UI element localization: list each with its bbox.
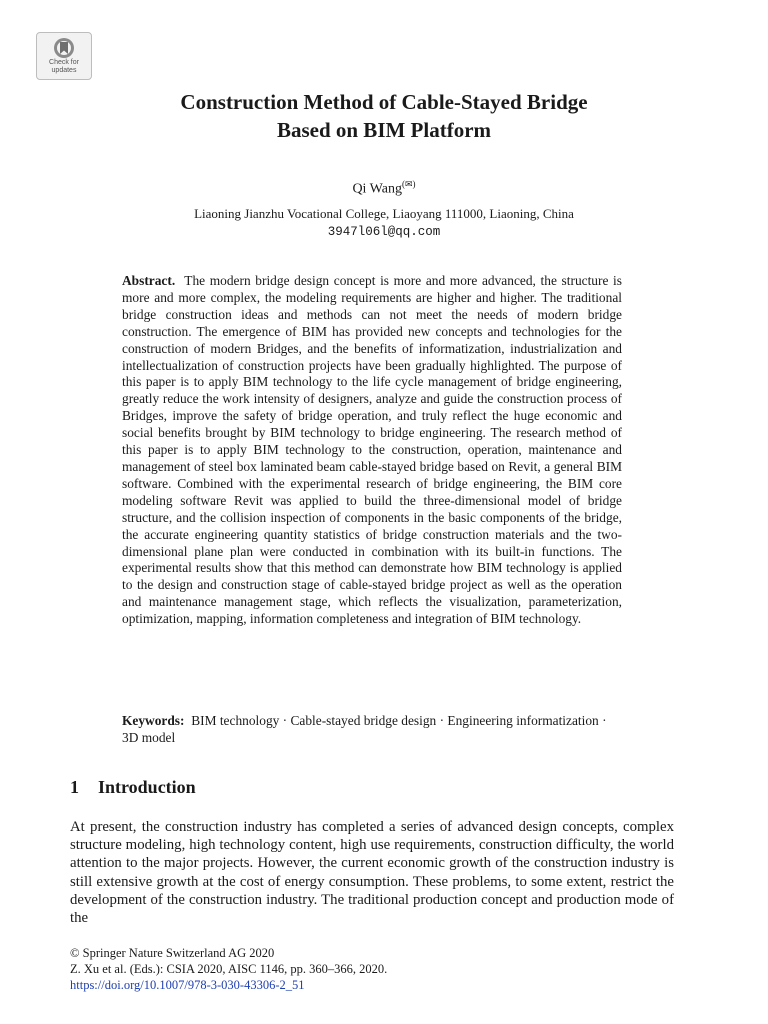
badge-label-line2: updates	[51, 67, 77, 74]
keywords	[122, 712, 622, 746]
footer	[70, 945, 387, 993]
section-title: Introduction	[98, 777, 196, 797]
keywords-text: BIM technology · Cable-stayed bridge design · Engineering informatization · 3D model	[122, 713, 607, 745]
citation: Z. Xu et al. (Eds.): CSIA 2020, AISC 1146, pp. 360–366, 2020.	[70, 962, 388, 976]
author-email[interactable]: 3947l06l@qq.com	[327, 225, 441, 239]
envelope-icon: (✉)	[402, 179, 416, 189]
abstract-label: Abstract.	[122, 273, 176, 288]
keywords-label: Keywords:	[122, 713, 185, 728]
abstract	[122, 273, 622, 628]
check-for-updates-badge[interactable]	[36, 32, 92, 80]
copyright: © Springer Nature Switzerland AG 2020	[70, 946, 275, 960]
doi-link[interactable]: https://doi.org/10.1007/978-3-030-43306-2_51	[70, 978, 305, 992]
abstract-text: The modern bridge design concept is more and more advanced, the structure is more and more complex, the modeling requirements are higher and higher. The traditional bridge construction ideas and methods can not meet the needs of modern bridge construction. The emergence of BIM has provided new concepts and technologies for the construction of modern Bridges, and the benefits of informatization, industrialization and intellectualization of construction projects have been gradually highlighted. The purpose of this paper is to apply BIM technology to the life cycle management of bridge engineering, greatly reduce the work intensity of designers, analyze and guide the construction process of Bridges, improve the safety of bridge operation, and truly reflect the huge economic and social benefits brought by BIM technology to bridge engineering. The research method of this paper is to apply BIM technology to the construction, operation, maintenance and management of steel box laminated beam cable-stayed bridge based on Revit, a general BIM software. Combined with the experimental research of bridge engineering, the BIM core modeling software Revit was applied to build the three-dimensional model of bridge structure, and the collision inspection of components in the basic components of the bridge, the accurate engineering quantity statistics of bridge construction materials and the two-dimensional plane plan were conducted in combination with its built-in functions. The experimental results show that this method can demonstrate how BIM technology is applied to the design and construction stage of cable-stayed bridge project as well as the operation and maintenance management stage, which reflects the visualization, parameterization, optimization, mapping, information completeness and integration of BIM technology.	[122, 273, 622, 627]
author	[0, 175, 768, 199]
title-line-2: Based on BIM Platform	[276, 118, 492, 142]
section-number: 1	[70, 777, 79, 797]
affiliation: Liaoning Jianzhu Vocational College, Liaoyang 111000, Liaoning, China	[194, 206, 574, 221]
title-line-1: Construction Method of Cable-Stayed Bridge	[180, 90, 588, 114]
author-name: Qi Wang	[352, 181, 402, 197]
badge-label-line1: Check for	[49, 59, 79, 66]
paper-title	[0, 88, 768, 144]
intro-paragraph: At present, the construction industry has completed a series of advanced design concepts, complex structure modeling, high technology content, high use requirements, construction difficulty, the world attention to the major projects. However, the current economic growth of the construction industry is still extensive growth at the cost of energy consumption. These problems, to some extent, restrict the development of the construction industry. The traditional production concept and production mode of the	[70, 819, 674, 927]
section-heading	[70, 775, 196, 799]
bookmark-icon	[53, 37, 75, 59]
